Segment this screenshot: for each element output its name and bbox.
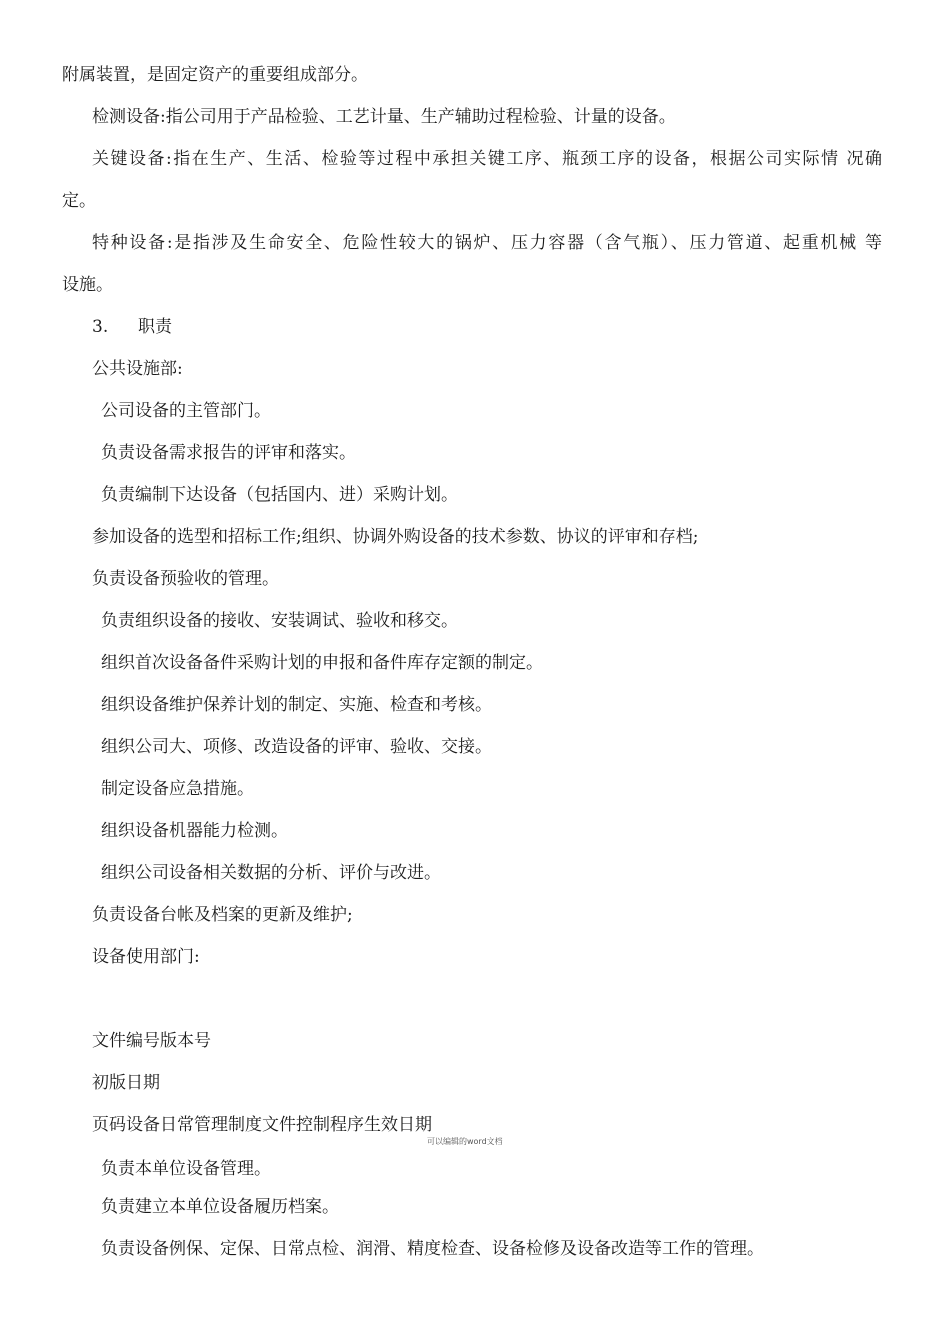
list-item: 参加设备的选型和招标工作;组织、协调外购设备的技术参数、协议的评审和存档; xyxy=(92,527,699,547)
paragraph-text: 特种设备:是指涉及生命安全、危险性较大的锅炉、压力容器（含气瓶）、压力管道、起重机械 等 xyxy=(92,233,882,253)
department-heading: 公共设施部: xyxy=(92,359,183,379)
document-header-line: 页码设备日常管理制度文件控制程序生效日期 xyxy=(92,1115,432,1135)
section-number: 3. xyxy=(92,317,109,337)
document-header-line: 初版日期 xyxy=(92,1073,160,1093)
list-item: 组织设备机器能力检测。 xyxy=(101,821,288,841)
section-heading xyxy=(92,316,172,338)
section-title: 职责 xyxy=(138,317,172,337)
list-item: 公司设备的主管部门。 xyxy=(101,401,271,421)
paragraph-text: 检测设备:指公司用于产品检验、工艺计量、生产辅助过程检验、计量的设备。 xyxy=(92,107,676,127)
list-item: 负责建立本单位设备履历档案。 xyxy=(101,1197,339,1217)
list-item: 制定设备应急措施。 xyxy=(101,779,254,799)
paragraph-text: 附属装置，是固定资产的重要组成部分。 xyxy=(62,65,368,85)
list-item: 负责设备需求报告的评审和落实。 xyxy=(101,443,356,463)
paragraph-text: 设施。 xyxy=(62,275,113,295)
footer-note: 可以编辑的word文档 xyxy=(427,1137,503,1146)
document-header-line: 文件编号版本号 xyxy=(92,1031,211,1051)
list-item: 组织设备维护保养计划的制定、实施、检查和考核。 xyxy=(101,695,492,715)
list-item: 负责设备台帐及档案的更新及维护; xyxy=(92,905,353,925)
list-item: 负责编制下达设备（包括国内、进）采购计划。 xyxy=(101,485,458,505)
list-item: 负责设备预验收的管理。 xyxy=(92,569,279,589)
paragraph-text: 定。 xyxy=(62,191,96,211)
list-item: 组织公司大、项修、改造设备的评审、验收、交接。 xyxy=(101,737,492,757)
list-item: 负责组织设备的接收、安装调试、验收和移交。 xyxy=(101,611,458,631)
paragraph-text: 关键设备:指在生产、生活、检验等过程中承担关键工序、瓶颈工序的设备，根据公司实际情 况确 xyxy=(92,149,882,169)
list-item: 负责本单位设备管理。 xyxy=(101,1159,271,1179)
list-item: 组织首次设备备件采购计划的申报和备件库存定额的制定。 xyxy=(101,653,543,673)
list-item: 组织公司设备相关数据的分析、评价与改进。 xyxy=(101,863,441,883)
department-heading: 设备使用部门: xyxy=(92,947,200,967)
list-item: 负责设备例保、定保、日常点检、润滑、精度检查、设备检修及设备改造等工作的管理。 xyxy=(101,1239,764,1259)
